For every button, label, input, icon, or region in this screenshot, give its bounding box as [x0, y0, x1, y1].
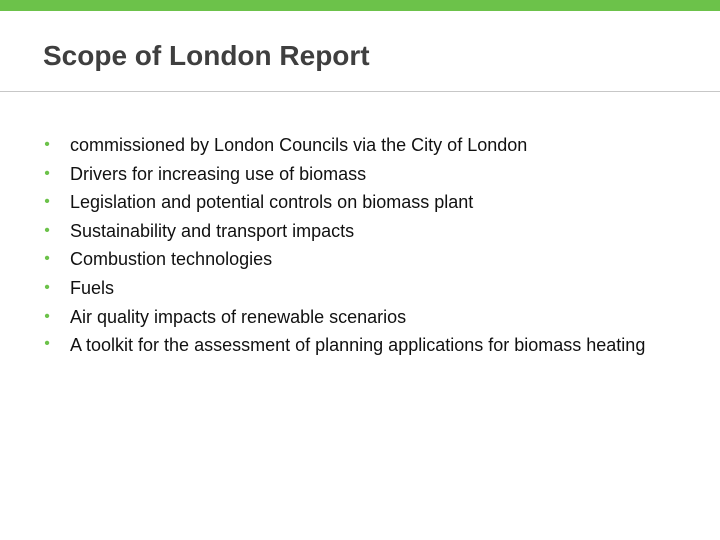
bullet-dot-icon: • [44, 307, 50, 325]
bullet-dot-icon: • [44, 164, 50, 182]
top-accent-bar [0, 0, 720, 11]
bullet-dot-icon: • [44, 250, 50, 268]
bullet-dot-icon: • [44, 136, 50, 153]
bullet-dot-icon: • [44, 193, 50, 211]
bullet-text: Legislation and potential controls on biomass plant [70, 192, 474, 213]
bullet-item [43, 331, 683, 358]
bullet-list [43, 131, 683, 358]
bullet-item [43, 274, 683, 303]
bullet-text: A toolkit for the assessment of planning applications for biomass heating [70, 335, 646, 356]
bullet-text: commissioned by London Councils via the City of London [70, 135, 528, 155]
bullet-text: Drivers for increasing use of biomass [70, 163, 367, 184]
bullet-dot-icon: • [44, 335, 50, 353]
slide-title: Scope of London Report [43, 40, 370, 71]
bullet-dot-icon: • [44, 221, 50, 239]
bullet-dot-icon: • [44, 278, 50, 296]
bullet-text: Fuels [70, 277, 115, 298]
bullet-item [43, 303, 683, 332]
bullet-text: Air quality impacts of renewable scenarios [70, 306, 407, 327]
bullet-item [43, 131, 683, 160]
bullet-text: Sustainability and transport impacts [70, 220, 355, 241]
bullet-item [43, 217, 683, 246]
bullet-text: Combustion technologies [70, 249, 273, 270]
title-divider [0, 91, 720, 92]
bullet-item [43, 245, 683, 274]
bullet-item [43, 160, 683, 189]
bullet-item [43, 188, 683, 217]
